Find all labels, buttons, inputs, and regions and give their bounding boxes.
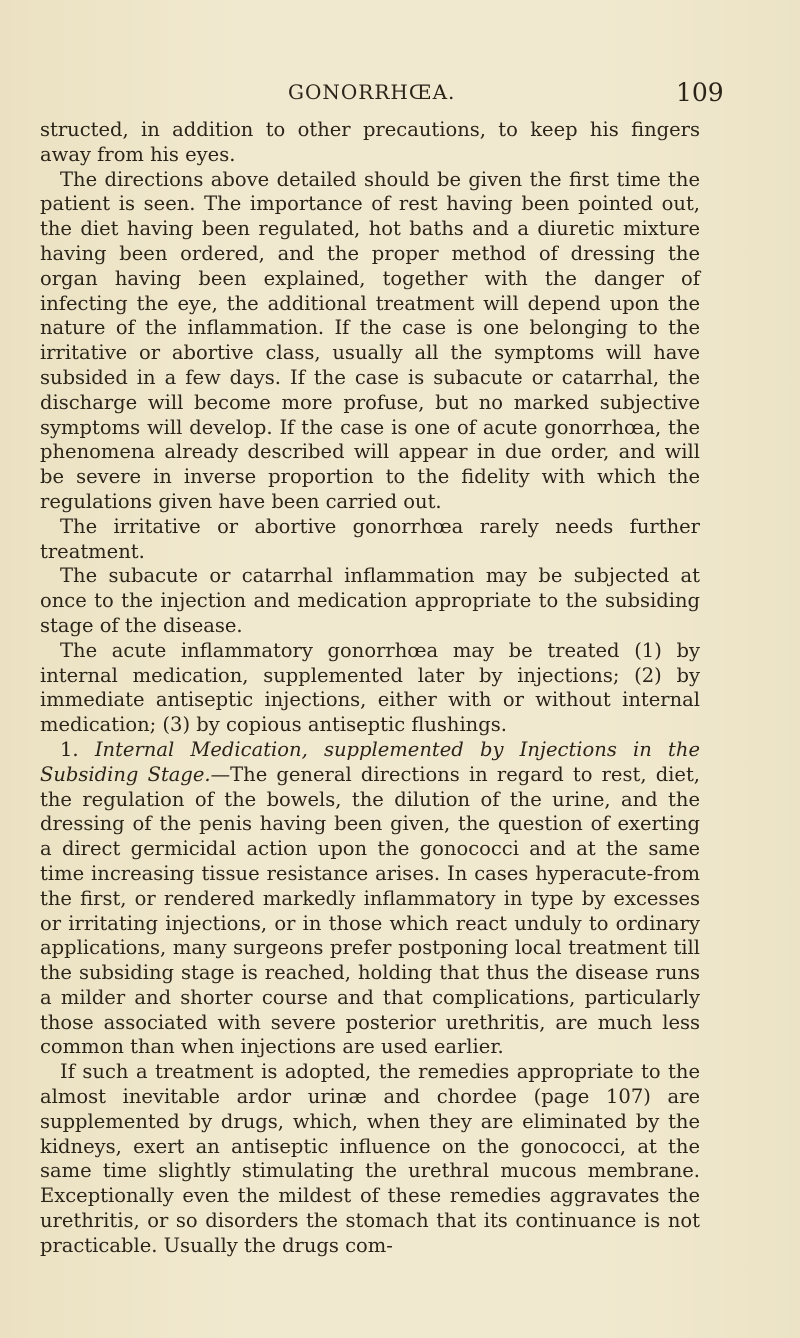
running-head: GONORRHŒA. <box>288 80 456 104</box>
section-title: Internal Medication, supplemented by Injections in the Subsiding Stage. <box>40 737 700 786</box>
paragraph-acute: The acute inflammatory gonorrhœa may be treated (1) by internal medication, supplemented later by injections; (2) by immediate antiseptic injections, either with or without internal medication; (3) by copious antiseptic flushings. <box>40 638 700 737</box>
paragraph-irritative: The irritative or abortive gonorrhœa rarely needs further treatment. <box>40 514 700 563</box>
section-paragraph <box>40 738 700 1060</box>
page-number: 109 <box>676 78 724 107</box>
paragraph-treatment: If such a treatment is adopted, the remedies appropriate to the almost inevitable ardor urinæ and chordee (page 107) are supplemented by drugs, which, when they are eliminated by the kidneys, exert an antiseptic influence on the gonococci, at the same time slightly stimulating the urethral mucous membrane. Exceptionally even the mildest of these remedies aggravates the urethritis, or so disorders the stomach that its continuance is not practicable. Usually the drugs com- <box>40 1060 700 1257</box>
paragraph-directions: The directions above detailed should be given the first time the patient is seen. The importance of rest having been pointed out, the diet having been regulated, hot baths and a diuretic mixture having been ordered, and the proper method of dressing the organ having been explained, together with the danger of infecting the eye, the additional treatment will depend upon the nature of the inflammation. If the case is one belonging to the irritative or abortive class, usually all the symptoms will have subsided in a few days. If the case is subacute or catarrhal, the discharge will become more profuse, but no marked subjective symptoms will develop. If the case is one of acute gonorrhœa, the phenomena already described will appear in due order, and will be severe in inverse proportion to the fidelity with which the regulations given have been carried out. <box>40 167 700 513</box>
paragraph-subacute: The subacute or catarrhal inflammation may be subjected at once to the injection and medication appropriate to the subsiding stage of the disease. <box>40 564 700 637</box>
section-number: 1. <box>60 737 79 761</box>
page-header <box>0 78 800 108</box>
section-text: —The general directions in regard to rest, diet, the regulation of the bowels, the dilution of the urine, and the dressing of the penis having been given, the question of exerting a direct germicidal action upon the gonococci and at the same time increasing tissue resistance arises. In cases hyperacute-from the first, or rendered markedly inflammatory in type by excesses or irritating injections, or in those which react unduly to ordinary applications, many surgeons prefer postponing local treatment till the subsiding stage is reached, holding that thus the disease runs a milder and shorter course and that complications, particularly those associated with severe posterior urethritis, are much less common than when injections are used earlier. <box>40 762 700 1059</box>
paragraph-continuation: structed, in addition to other precautions, to keep his fingers away from his eyes. <box>40 118 700 166</box>
body-text <box>40 118 700 1259</box>
